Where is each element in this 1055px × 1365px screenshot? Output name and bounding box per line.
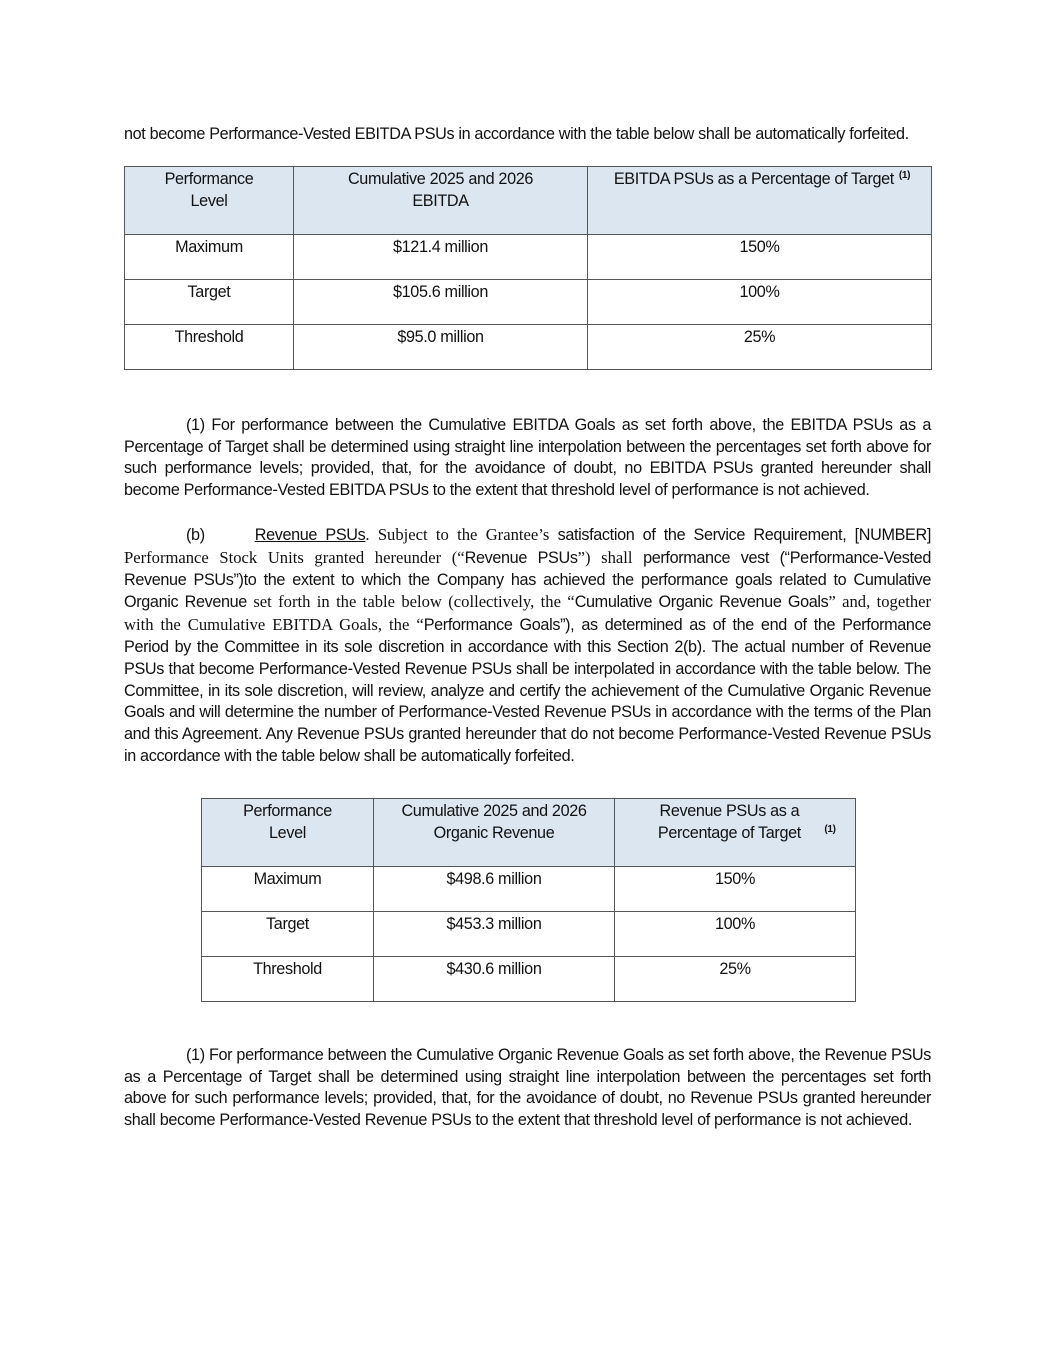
cell-value: $105.6 million bbox=[294, 279, 588, 324]
cell-percent: 100% bbox=[588, 279, 932, 324]
header-performance-level: Performance Level bbox=[202, 798, 374, 866]
header-performance-level: Performance Level bbox=[125, 166, 294, 234]
header-ebitda-psu-percent: EBITDA PSUs as a Percentage of Target $^{(1)}$ bbox=[588, 166, 932, 234]
section-b-paragraph: (b) Revenue PSUs. Subject to the Grantee’s satisfaction of the Service Requirement, [NUMBER] Performance Stock Units granted hereunder (“Revenue PSUs”) shall performance vest (“Performance-Vested Revenue PSUs”)to the extent to which the Company has achieved the performance goals related to Cumulative Organic Revenue set forth in the table below (collectively, the “Cumulative Organic Revenue Goals” and, together with the Cumulative EBITDA Goals, the “Performance Goals”), as determined as of the end of the Performance Period by the Committee in its sole discretion in accordance with this Section 2(b). The actual number of Revenue PSUs that become Performance-Vested Revenue PSUs shall be interpolated in accordance with the table below. The Committee, in its sole discretion, will review, analyze and certify the achievement of the Cumulative Organic Revenue Goals and will determine the number of Performance-Vested Revenue PSUs in accordance with the terms of the Plan and this Agreement. Any Revenue PSUs granted hereunder that do not become Performance-Vested Revenue PSUs in accordance with the table below shall be automatically forfeited. bbox=[124, 524, 932, 765]
header-revenue-psu-percent: Revenue PSUs as a Percentage of Target $^{(1)}$ bbox=[615, 798, 856, 866]
table-row bbox=[202, 866, 856, 911]
cell-level: Threshold bbox=[125, 324, 294, 369]
table-header-row bbox=[125, 166, 932, 234]
revenue-performance-table bbox=[201, 798, 856, 1002]
ebitda-performance-table bbox=[124, 166, 932, 370]
cell-percent: 25% bbox=[588, 324, 932, 369]
cell-level: Threshold bbox=[202, 956, 374, 1001]
cell-level: Target bbox=[202, 911, 374, 956]
footnote-marker: (1) bbox=[824, 823, 836, 835]
cell-level: Maximum bbox=[202, 866, 374, 911]
cell-value: $95.0 million bbox=[294, 324, 588, 369]
cell-percent: 150% bbox=[615, 866, 856, 911]
table-row bbox=[125, 279, 932, 324]
cell-value: $121.4 million bbox=[294, 234, 588, 279]
section-heading: Revenue PSUs bbox=[254, 525, 366, 544]
cell-level: Target bbox=[125, 279, 294, 324]
cell-percent: 150% bbox=[588, 234, 932, 279]
header-cumulative-revenue: Cumulative 2025 and 2026 Organic Revenue bbox=[374, 798, 615, 866]
cell-percent: 25% bbox=[615, 956, 856, 1001]
cell-value: $498.6 million bbox=[374, 866, 615, 911]
cell-value: $453.3 million bbox=[374, 911, 615, 956]
ebitda-footnote: (1) For performance between the Cumulative EBITDA Goals as set forth above, the EBITDA PSUs as a Percentage of Target shall be determined using straight line interpolation between the percentages set forth above for such performance levels; provided, that, for the avoidance of doubt, no EBITDA PSUs granted hereunder shall become Performance-Vested EBITDA PSUs to the extent that threshold level of performance is not achieved. bbox=[124, 415, 931, 500]
table-row bbox=[125, 234, 932, 279]
cell-value: $430.6 million bbox=[374, 956, 615, 1001]
section-label: (b) bbox=[186, 525, 205, 544]
document-page bbox=[124, 124, 931, 1132]
table-row bbox=[202, 911, 856, 956]
table-row bbox=[125, 324, 932, 369]
table-header-row bbox=[202, 798, 856, 866]
intro-paragraph: not become Performance-Vested EBITDA PSUs in accordance with the table below shall be automatically forfeited. bbox=[124, 125, 909, 143]
cell-percent: 100% bbox=[615, 911, 856, 956]
footnote-marker: (1) bbox=[898, 169, 911, 181]
revenue-footnote: (1) For performance between the Cumulative Organic Revenue Goals as set forth above, the Revenue PSUs as a Percentage of Target shall be determined using straight line interpolation between the percentages set forth above for such performance levels; provided, that, for the avoidance of doubt, no Revenue PSUs granted hereunder shall become Performance-Vested Revenue PSUs to the extent that threshold level of performance is not achieved. bbox=[124, 1045, 931, 1130]
cell-level: Maximum bbox=[125, 234, 294, 279]
table-row bbox=[202, 956, 856, 1001]
header-cumulative-ebitda: Cumulative 2025 and 2026 EBITDA bbox=[294, 166, 588, 234]
